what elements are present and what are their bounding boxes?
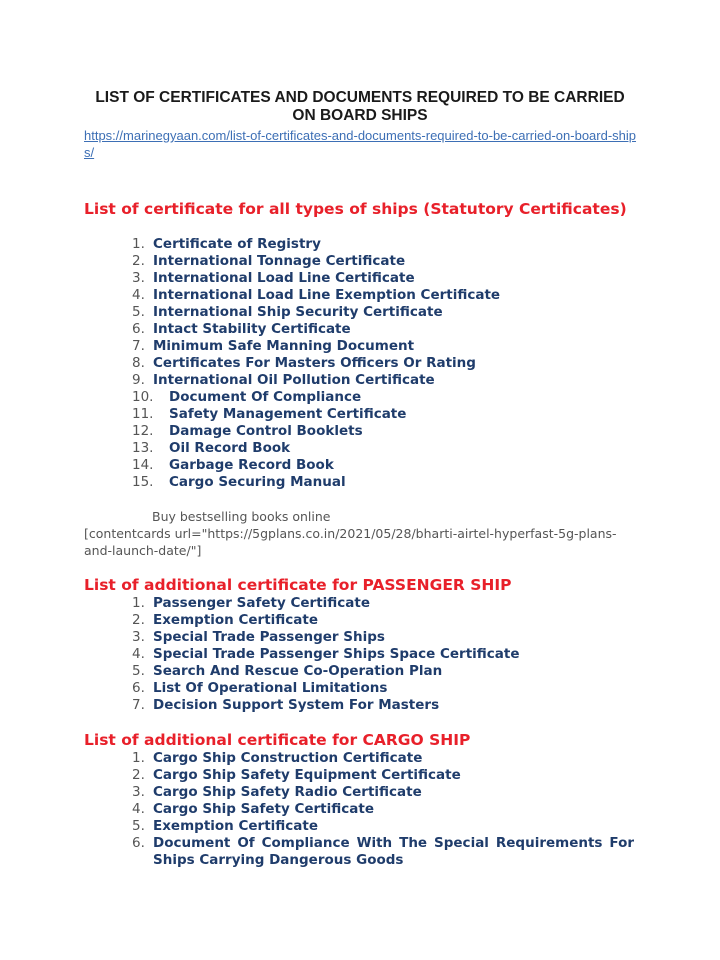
list-item — [84, 270, 500, 287]
list-item — [84, 253, 500, 270]
section-heading-cargo-ship: List of additional certificate for CARGO SHIP — [84, 731, 471, 749]
list-number: 4. — [132, 646, 145, 662]
list-item-label: Search And Rescue Co-Operation Plan — [153, 663, 443, 679]
list-item-label: International Oil Pollution Certificate — [153, 372, 435, 388]
list-item — [84, 372, 500, 389]
document-title: LIST OF CERTIFICATES AND DOCUMENTS REQUIRED TO BE CARRIED ON BOARD SHIPS — [95, 89, 625, 124]
list-number: 4. — [132, 287, 145, 303]
list-item-label: Special Trade Passenger Ships Space Certificate — [153, 646, 520, 662]
list-item-label: Oil Record Book — [169, 440, 291, 456]
list-number: 11. — [132, 406, 154, 422]
list-item — [84, 784, 634, 801]
promo-shortcode: [contentcards url="https://5gplans.co.in/2021/05/28/bharti-airtel-hyperfast-5g-plans-and-launch-date/"] — [84, 526, 617, 558]
list-item-label: International Load Line Certificate — [153, 270, 415, 286]
list-item-label: Certificates For Masters Officers Or Rating — [153, 355, 476, 371]
list-item — [84, 423, 500, 440]
statutory-certificate-list — [84, 236, 500, 491]
list-item — [84, 406, 500, 423]
list-item — [84, 680, 520, 697]
list-item-label: Document Of Compliance — [169, 389, 362, 405]
list-item — [84, 612, 520, 629]
list-item-label: Cargo Ship Safety Equipment Certificate — [153, 767, 461, 783]
list-item-label: Safety Management Certificate — [169, 406, 407, 422]
passenger-ship-certificate-list — [84, 595, 520, 714]
list-item — [84, 389, 500, 406]
list-number: 5. — [132, 304, 145, 320]
list-number: 15. — [132, 474, 154, 490]
list-item — [84, 835, 634, 869]
source-link[interactable]: https://marinegyaan.com/list-of-certificates-and-documents-required-to-be-carried-on-board-ships/ — [84, 128, 637, 160]
list-item — [84, 767, 634, 784]
list-item-label: Intact Stability Certificate — [153, 321, 351, 337]
list-item — [84, 801, 634, 818]
list-item-label: Exemption Certificate — [153, 818, 319, 834]
list-item-label: List Of Operational Limitations — [153, 680, 388, 696]
list-number: 2. — [132, 612, 145, 628]
list-item — [84, 595, 520, 612]
list-item-label: International Tonnage Certificate — [153, 253, 406, 269]
list-number: 2. — [132, 767, 145, 783]
list-item-label: Damage Control Booklets — [169, 423, 363, 439]
list-number: 2. — [132, 253, 145, 269]
list-item — [84, 697, 520, 714]
list-item-label: Certificate of Registry — [153, 236, 321, 252]
list-number: 7. — [132, 338, 145, 354]
list-item — [84, 750, 634, 767]
list-number: 1. — [132, 236, 145, 252]
list-item-label: Minimum Safe Manning Document — [153, 338, 415, 354]
list-number: 1. — [132, 750, 145, 766]
list-number: 4. — [132, 801, 145, 817]
list-item-label: Cargo Securing Manual — [169, 474, 346, 490]
list-item-label: Passenger Safety Certificate — [153, 595, 371, 611]
list-number: 1. — [132, 595, 145, 611]
list-item — [84, 321, 500, 338]
list-number: 10. — [132, 389, 154, 405]
list-item-label: Exemption Certificate — [153, 612, 319, 628]
list-item — [84, 304, 500, 321]
list-item — [84, 355, 500, 372]
list-number: 7. — [132, 697, 145, 713]
list-item-label: Special Trade Passenger Ships — [153, 629, 385, 645]
cargo-ship-certificate-list — [84, 750, 634, 869]
list-number: 3. — [132, 784, 145, 800]
section-heading-passenger-ship: List of additional certificate for PASSENGER SHIP — [84, 576, 512, 594]
list-number: 6. — [132, 835, 145, 851]
list-item-label: Document Of Compliance With The Special Requirements For Ships Carrying Dangerous Goods — [153, 835, 634, 868]
list-item — [84, 440, 500, 457]
list-item — [84, 646, 520, 663]
list-item — [84, 287, 500, 304]
list-item — [84, 338, 500, 355]
section-heading-statutory: List of certificate for all types of ships (Statutory Certificates) — [84, 200, 627, 218]
list-number: 12. — [132, 423, 154, 439]
list-item-label: Decision Support System For Masters — [153, 697, 440, 713]
list-number: 13. — [132, 440, 154, 456]
list-number: 5. — [132, 663, 145, 679]
list-item — [84, 474, 500, 491]
list-number: 9. — [132, 372, 145, 388]
promo-label: Buy bestselling books online — [152, 509, 331, 524]
list-number: 6. — [132, 680, 145, 696]
list-number: 3. — [132, 629, 145, 645]
list-number: 5. — [132, 818, 145, 834]
list-item-label: Cargo Ship Safety Radio Certificate — [153, 784, 422, 800]
list-item — [84, 236, 500, 253]
list-item-label: Garbage Record Book — [169, 457, 334, 473]
list-item-label: Cargo Ship Construction Certificate — [153, 750, 423, 766]
list-item-label: International Ship Security Certificate — [153, 304, 443, 320]
list-number: 8. — [132, 355, 145, 371]
list-number: 6. — [132, 321, 145, 337]
list-item — [84, 818, 634, 835]
list-item — [84, 629, 520, 646]
list-number: 14. — [132, 457, 154, 473]
promo-block — [84, 508, 636, 559]
list-item-label: International Load Line Exemption Certificate — [153, 287, 501, 303]
list-item — [84, 457, 500, 474]
list-item — [84, 663, 520, 680]
list-item-label: Cargo Ship Safety Certificate — [153, 801, 374, 817]
list-number: 3. — [132, 270, 145, 286]
